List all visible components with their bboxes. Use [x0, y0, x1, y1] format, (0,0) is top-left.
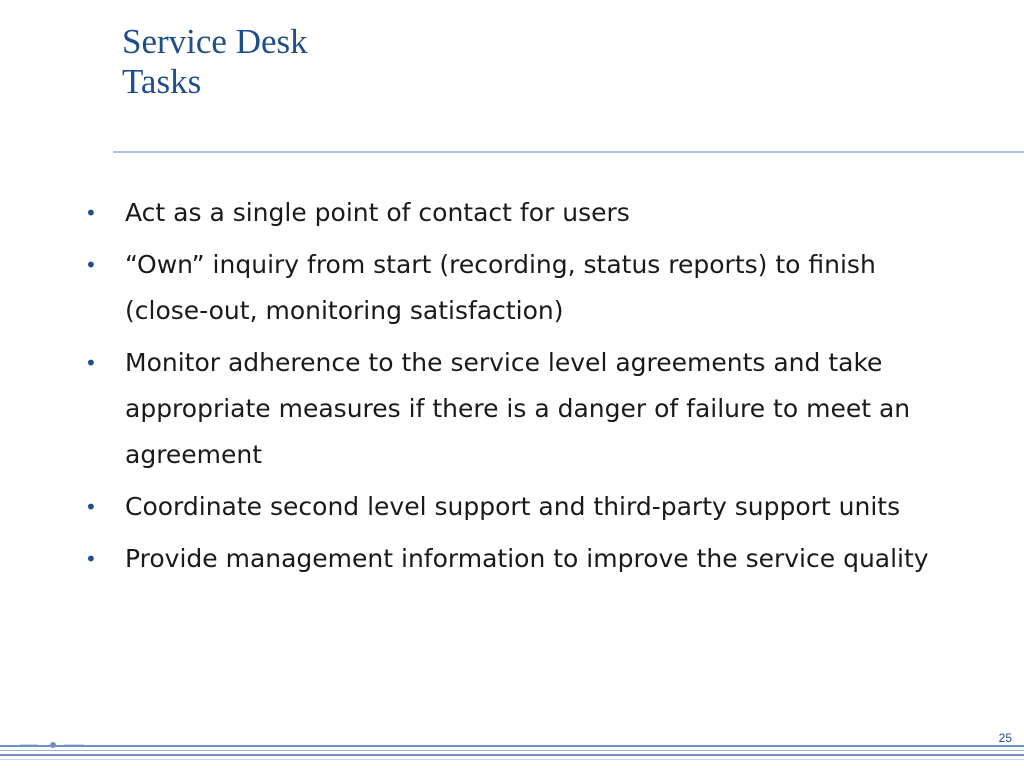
bullet-icon: •: [85, 495, 97, 519]
bullet-list: [85, 190, 965, 588]
slide-title: [122, 22, 308, 102]
title-divider: [113, 151, 1024, 153]
bullet-item: [85, 340, 965, 478]
bullet-item: [85, 190, 965, 236]
bullet-text: Act as a single point of contact for users: [125, 198, 630, 227]
bullet-item: [85, 484, 965, 530]
bullet-text: “Own” inquiry from start (recording, status reports) to finish (close-out, monitoring satisfaction): [125, 250, 876, 325]
bullet-icon: •: [85, 351, 97, 375]
bullet-text: Monitor adherence to the service level agreements and take appropriate measures if there is a danger of failure to meet an agreement: [125, 348, 911, 469]
bullet-item: [85, 536, 965, 582]
bullet-icon: •: [85, 201, 97, 225]
bullet-icon: •: [85, 547, 97, 571]
slide-title-line-2: Tasks: [122, 62, 202, 101]
footer-rules: [0, 745, 1024, 760]
bullet-icon: •: [85, 253, 97, 277]
page-number: 25: [998, 731, 1012, 745]
slide-title-line-1: Service Desk: [122, 22, 308, 61]
bullet-text: Provide management information to improve the service quality: [125, 544, 929, 573]
bullet-text: Coordinate second level support and third-party support units: [125, 492, 901, 521]
bullet-item: [85, 242, 965, 334]
